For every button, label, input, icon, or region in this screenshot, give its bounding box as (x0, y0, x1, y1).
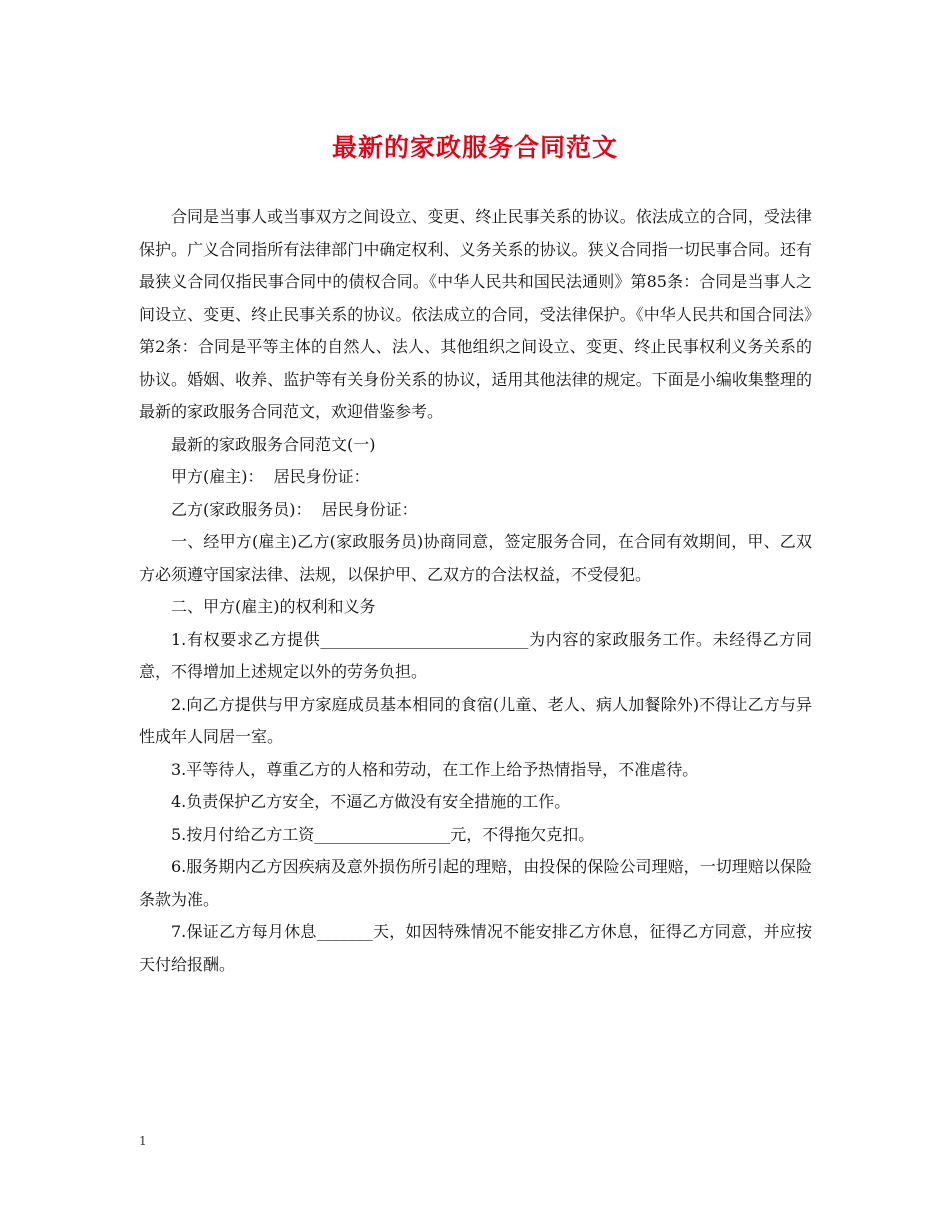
document-body (139, 201, 812, 981)
paragraph-item-6: 6.服务期内乙方因疾病及意外损伤所引起的理赔，由投保的保险公司理赔，一切理赔以保险条款为准。 (139, 857, 812, 909)
paragraph-clause-2-heading: 二、甲方(雇主)的权利和义务 (171, 597, 376, 616)
paragraph-item-7: 7.保证乙方每月休息_______天，如因特殊情况不能安排乙方休息，征得乙方同意，并应按天付给报酬。 (139, 922, 812, 974)
paragraph-party-a: 甲方(雇主)： 居民身份证： (171, 467, 370, 486)
paragraph-item-4: 4.负责保护乙方安全，不逼乙方做没有安全措施的工作。 (171, 792, 571, 811)
paragraph-item-1: 1.有权要求乙方提供__________________________为内容的家政服务工作。未经得乙方同意，不得增加上述规定以外的劳务负担。 (139, 629, 812, 681)
paragraph-section-heading: 最新的家政服务合同范文(一) (171, 434, 376, 454)
paragraph-item-5: 5.按月付给乙方工资_________________元，不得拖欠克扣。 (171, 824, 595, 844)
document-title: 最新的家政服务合同范文 (331, 133, 618, 162)
paragraph-item-3: 3.平等待人，尊重乙方的人格和劳动，在工作上给予热情指导，不准虐待。 (171, 759, 699, 779)
paragraph-clause-1: 一、经甲方(雇主)乙方(家政服务员)协商同意，签定服务合同，在合同有效期间，甲、乙双方必须遵守国家法律、法规，以保护甲、乙双方的合法权益，不受侵犯。 (139, 532, 812, 584)
page-number: 1 (139, 1134, 147, 1148)
paragraph-party-b: 乙方(家政服务员)： 居民身份证： (171, 499, 418, 519)
paragraph-item-2: 2.向乙方提供与甲方家庭成员基本相同的食宿(儿童、老人、病人加餐除外)不得让乙方与异性成年人同居一室。 (139, 694, 812, 746)
paragraph-intro: 合同是当事人或当事双方之间设立、变更、终止民事关系的协议。依法成立的合同，受法律保护。广义合同指所有法律部门中确定权利、义务关系的协议。狭义合同指一切民事合同。还有最狭义合同仅指民事合同中的债权合同。《中华人民共和国民法通则》第85条：合同是当事人之间设立、变更、终止民事关系的协议。依法成立的合同，受法律保护。《中华人民共和国合同法》第2条：合同是平等主体的自然人、法人、其他组织之间设立、变更、终止民事权利义务关系的协议。婚姻、收养、监护等有关身份关系的协议，适用其他法律的规定。下面是小编收集整理的最新的家政服务合同范文，欢迎借鉴参考。 (139, 207, 812, 421)
